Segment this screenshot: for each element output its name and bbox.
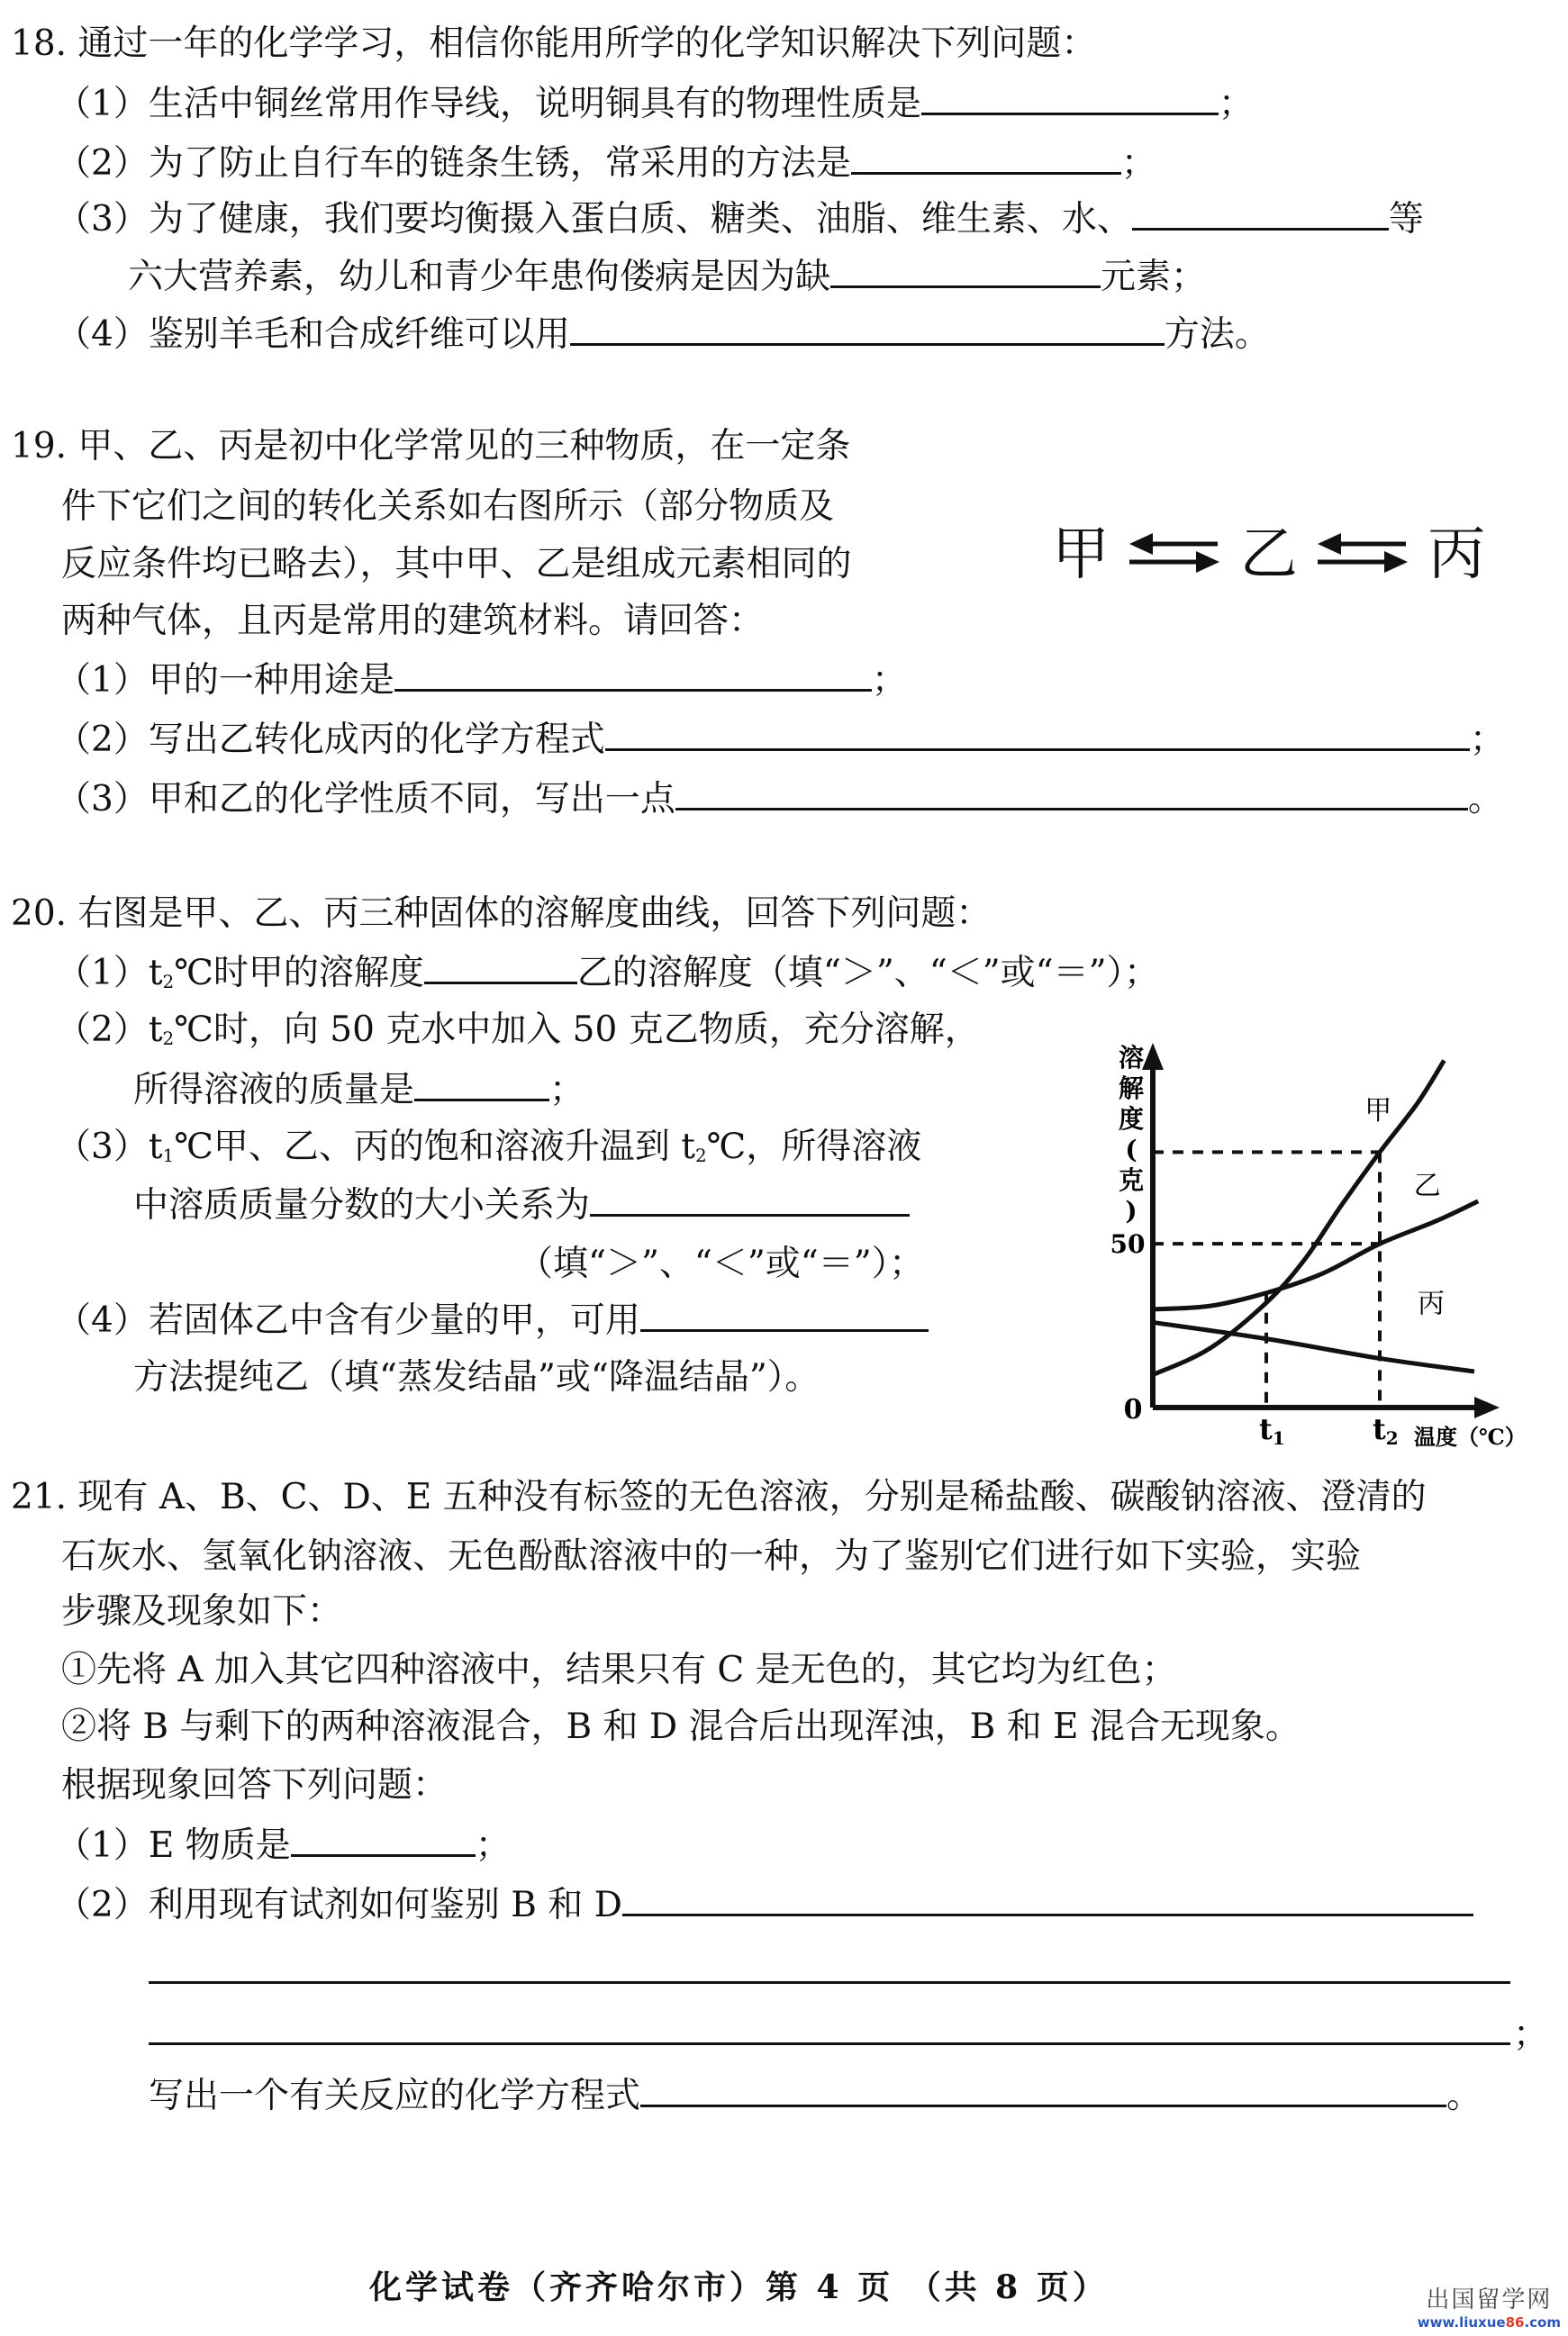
- q20-part3-answer-blank[interactable]: [590, 1183, 910, 1217]
- watermark-site-name: 出国留学网: [1426, 2286, 1553, 2313]
- q20-part3-text-a: （3）t: [56, 1127, 163, 1167]
- tick-label-t1: t1: [1259, 1412, 1285, 1449]
- q21-part2-text: （2）利用现有试剂如何鉴别 B 和 D: [56, 1885, 622, 1925]
- q20-part4-cont: 方法提纯乙（填“蒸发结晶”或“降温结晶”）。: [133, 1357, 820, 1398]
- q19-diagram-bing: 丙: [1428, 521, 1486, 588]
- y-axis-label-glyph: 解: [1118, 1073, 1145, 1103]
- q19-part1-suffix: ；: [871, 660, 907, 701]
- q20-part2-text-b: ℃时，向 50 克水中加入 50 克乙物质，充分溶解，: [174, 1010, 980, 1050]
- reversible-arrow-icon: [1128, 523, 1221, 595]
- q21-part2: [56, 1883, 1473, 1926]
- q21-part2-answer-blank-1[interactable]: [622, 1883, 1473, 1916]
- series-yi-label: 乙: [1413, 1170, 1441, 1202]
- q18-part3-cont-text: 六大营养素，幼儿和青少年患佝偻病是因为缺: [128, 257, 831, 297]
- q19-diagram-yi: 乙: [1239, 521, 1298, 588]
- q21-part1-suffix: ；: [475, 1825, 511, 1866]
- q21-stem-line-1: 21. 现有 A、B、C、D、E 五种没有标签的无色溶液，分别是稀盐酸、碳酸钠溶液、澄清的: [11, 1477, 1427, 1517]
- tick-label-origin: 0: [1123, 1394, 1143, 1426]
- q18-part4-suffix: 方法。: [1164, 314, 1270, 355]
- q21-part3-text: 写出一个有关反应的化学方程式: [149, 2076, 641, 2116]
- q20-part2-text-a: （2）t: [56, 1010, 163, 1050]
- q18-part3-suffix: 等: [1388, 199, 1424, 240]
- q21-part1-answer-blank[interactable]: [291, 1824, 476, 1857]
- q19-stem-line-1: 19. 甲、乙、丙是初中化学常见的三种物质，在一定条: [11, 426, 851, 466]
- q18-stem: 18. 通过一年的化学学习，相信你能用所学的化学知识解决下列问题：: [11, 23, 1097, 64]
- q21-part1: [56, 1824, 511, 1867]
- q18-part2-answer-blank[interactable]: [851, 141, 1121, 175]
- y-axis-label-glyph: (: [1125, 1135, 1137, 1164]
- q21-stem-line-3: 步骤及现象如下：: [61, 1591, 343, 1632]
- q20-part1-text-b: ℃时甲的溶解度: [174, 953, 424, 993]
- q20-part3-text-c: ℃，所得溶液: [706, 1127, 922, 1167]
- y-axis-label-glyph: ): [1125, 1196, 1137, 1226]
- q18-part1-suffix: ；: [1218, 84, 1254, 124]
- q19-part2: [56, 718, 1505, 761]
- q18-part4-answer-blank[interactable]: [570, 312, 1165, 346]
- x-axis-arrow-icon: [1474, 1397, 1500, 1418]
- watermark-url-highlight: 86: [1505, 2314, 1525, 2331]
- q20-stem: 20. 右图是甲、乙、丙三种固体的溶解度曲线，回答下列问题：: [11, 893, 992, 934]
- tick-label-y-50: 50: [1110, 1229, 1146, 1260]
- q21-step-1: ①先将 A 加入其它四种溶液中，结果只有 C 是无色的，其它均为红色；: [61, 1650, 1177, 1690]
- q20-part4-text: （4）若固体乙中含有少量的甲，可用: [56, 1300, 640, 1341]
- q20-part1-subscript: 2: [162, 971, 175, 992]
- q21-part2-suffix: ；: [1513, 2015, 1549, 2055]
- q21-part2-answer-blank-2[interactable]: [149, 1981, 1510, 1984]
- solubility-curve-chart: [1081, 1009, 1549, 1459]
- q20-part2: [56, 1009, 980, 1052]
- q18-part3: [56, 197, 1424, 240]
- series-jia-label: 甲: [1364, 1095, 1392, 1127]
- q20-part3-hint: （填“＞”、“＜”或“＝”）；: [518, 1244, 925, 1284]
- q18-part1: [56, 82, 1254, 125]
- q19-part1-text: （1）甲的一种用途是: [56, 660, 394, 701]
- q21-part3-suffix: 。: [1446, 2076, 1482, 2116]
- reversible-arrow-icon: [1316, 523, 1409, 595]
- q21-step-2: ②将 B 与剩下的两种溶液混合，B 和 D 混合后出现浑浊，B 和 E 混合无现象。: [61, 1707, 1301, 1747]
- q18-part4: [56, 312, 1270, 356]
- q20-part1-text-a: （1）t: [56, 953, 163, 993]
- tick-label-t2: t2: [1373, 1412, 1399, 1449]
- q21-part3-answer-blank[interactable]: [640, 2074, 1446, 2107]
- q20-part3: [56, 1126, 921, 1169]
- y-axis-label-glyph: 度: [1118, 1104, 1145, 1134]
- watermark: [1418, 2281, 1561, 2331]
- q20-part1-answer-blank[interactable]: [424, 951, 577, 984]
- q18-part2-suffix: ；: [1120, 143, 1156, 184]
- y-axis-label-glyph: 溶: [1118, 1043, 1145, 1073]
- watermark-url: [1418, 2314, 1561, 2331]
- q18-part4-text: （4）鉴别羊毛和合成纤维可以用: [56, 314, 570, 355]
- q20-part4-answer-blank[interactable]: [640, 1299, 929, 1332]
- q21-part2-answer-blank-3[interactable]: [149, 2042, 1510, 2045]
- q19-part2-text: （2）写出乙转化成丙的化学方程式: [56, 720, 605, 760]
- q20-part3-text-b: ℃甲、乙、丙的饱和溶液升温到 t: [174, 1127, 695, 1167]
- q20-part2-cont: [133, 1068, 585, 1111]
- q18-part3-element-blank[interactable]: [830, 255, 1101, 288]
- q20-part3-cont: [133, 1183, 910, 1227]
- q18-part1-answer-blank[interactable]: [921, 82, 1219, 115]
- q20-part4: [56, 1299, 929, 1342]
- q19-stem-line-4: 两种气体，且丙是常用的建筑材料。请回答：: [61, 601, 765, 641]
- q20-part2-answer-blank[interactable]: [414, 1068, 549, 1101]
- q21-part3: [149, 2074, 1482, 2117]
- watermark-url-a: www.liuxue: [1417, 2314, 1506, 2331]
- q19-part3: [56, 777, 1503, 820]
- q19-part3-answer-blank[interactable]: [675, 777, 1468, 810]
- q19-conversion-diagram: [1052, 519, 1485, 595]
- q18-part2-text: （2）为了防止自行车的链条生锈，常采用的方法是: [56, 143, 851, 184]
- q19-stem-line-2: 件下它们之间的转化关系如右图所示（部分物质及: [61, 486, 835, 527]
- q20-part2-suffix: ；: [549, 1070, 585, 1110]
- y-axis-arrow-icon: [1142, 1043, 1164, 1070]
- q20-part2-subscript: 2: [162, 1028, 175, 1049]
- q19-stem-line-3: 反应条件均已略去），其中甲、乙是组成元素相同的: [61, 544, 852, 584]
- q18-part3-answer-blank[interactable]: [1132, 197, 1389, 231]
- q18-part1-text: （1）生活中铜丝常用作导线，说明铜具有的物理性质是: [56, 84, 921, 124]
- q19-part2-answer-blank[interactable]: [605, 718, 1470, 751]
- y-axis-label-glyph: 克: [1118, 1165, 1145, 1195]
- q19-part3-text: （3）甲和乙的化学性质不同，写出一点: [56, 779, 675, 819]
- q21-part1-text: （1）E 物质是: [56, 1825, 291, 1866]
- q18-part3-cont: [128, 255, 1206, 298]
- q20-part3-cont-text: 中溶质质量分数的大小关系为: [133, 1185, 591, 1226]
- q20-part3-subscript-1: 1: [162, 1145, 175, 1166]
- q21-stem-line-2: 石灰水、氢氧化钠溶液、无色酚酞溶液中的一种，为了鉴别它们进行如下实验，实验: [61, 1536, 1362, 1577]
- tick-label-subscript: 1: [1272, 1427, 1285, 1449]
- q19-part2-suffix: ；: [1469, 720, 1505, 760]
- page-footer: 化学试卷（齐齐哈尔市）第 4 页 （共 8 页）: [369, 2268, 1109, 2306]
- q18-part3-cont-suffix: 元素；: [1101, 257, 1207, 297]
- q18-part3-text: （3）为了健康，我们要均衡摄入蛋白质、糖类、油脂、维生素、水、: [56, 199, 1132, 240]
- q21-questions-intro: 根据现象回答下列问题：: [61, 1765, 449, 1806]
- series-bing-label: 丙: [1418, 1288, 1445, 1320]
- q19-part3-suffix: 。: [1467, 779, 1503, 819]
- q20-part1-text-c: 乙的溶解度（填“＞”、“＜”或“＝”）；: [576, 953, 1160, 993]
- series-bing-curve: [1153, 1322, 1474, 1372]
- q20-part2-cont-text: 所得溶液的质量是: [133, 1070, 415, 1110]
- watermark-url-b: .com: [1524, 2314, 1561, 2331]
- q18-part2: [56, 141, 1156, 185]
- q20-part3-subscript-2: 2: [694, 1145, 707, 1166]
- tick-label-subscript: 2: [1385, 1427, 1399, 1449]
- q19-part1-answer-blank[interactable]: [394, 658, 872, 692]
- q20-part1: [56, 951, 1159, 994]
- q19-diagram-jia: 甲: [1052, 521, 1110, 588]
- q19-part1: [56, 658, 907, 702]
- x-axis-label: 温度（℃）: [1414, 1424, 1527, 1450]
